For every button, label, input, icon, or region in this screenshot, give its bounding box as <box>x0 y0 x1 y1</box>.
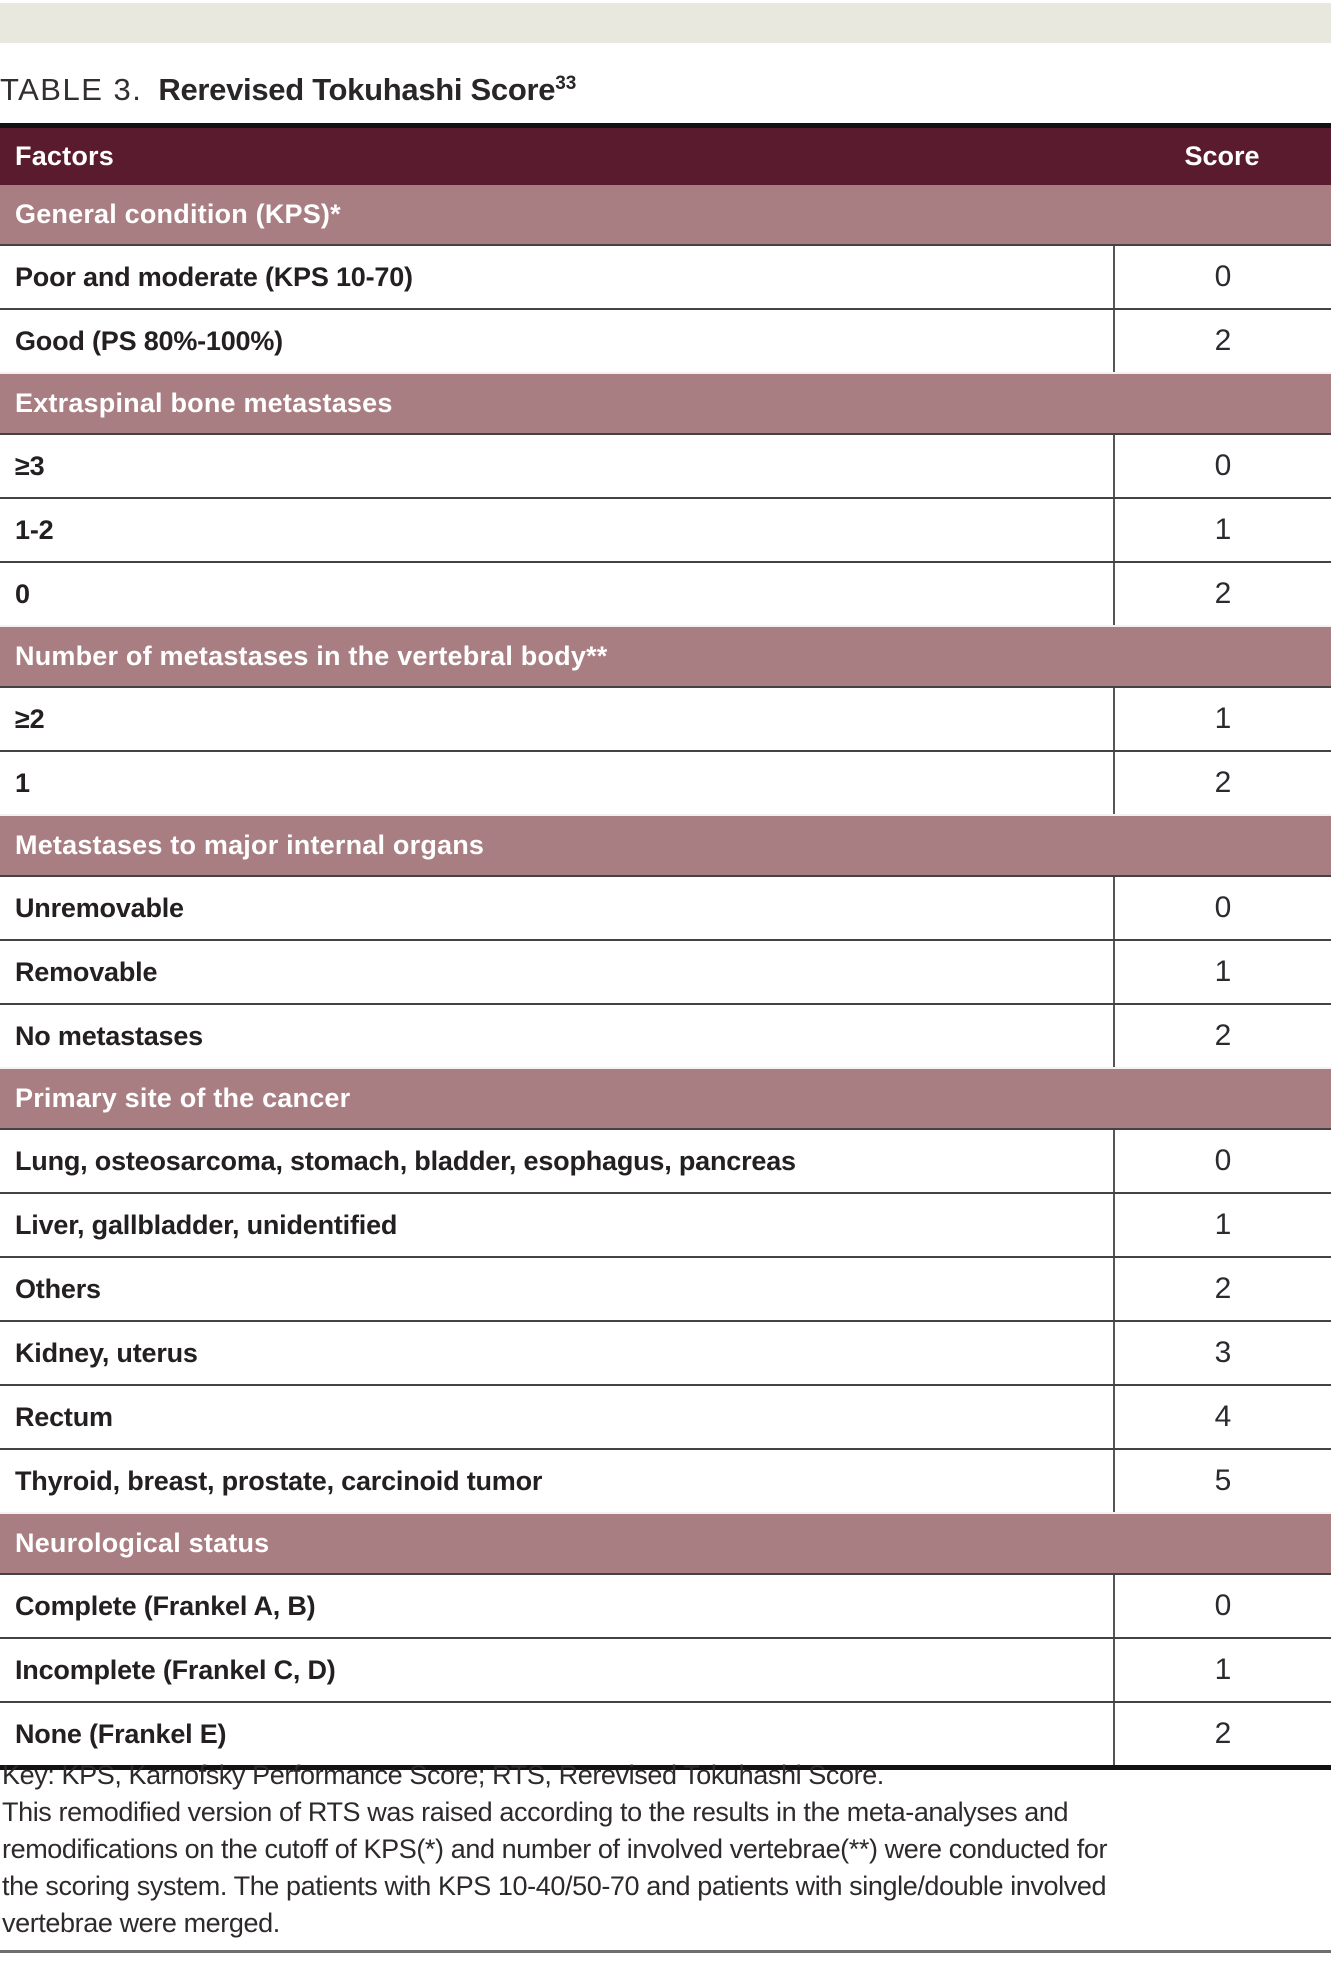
score-value: 5 <box>1113 1450 1331 1512</box>
bottom-rule <box>0 1950 1331 1953</box>
factor-label: Complete (Frankel A, B) <box>15 1590 316 1621</box>
score-value: 0 <box>1113 246 1331 308</box>
table-row <box>0 433 1331 497</box>
factor-label: Thyroid, breast, prostate, carcinoid tumor <box>15 1465 543 1496</box>
table-row <box>0 875 1331 939</box>
factor-label: Others <box>15 1273 101 1304</box>
section-label: Extraspinal bone metastases <box>15 388 393 418</box>
page-top-strip <box>0 3 1331 43</box>
factor-label: 1-2 <box>15 514 54 545</box>
section-label: Metastases to major internal organs <box>15 830 485 860</box>
score-value: 1 <box>1113 688 1331 750</box>
table-row <box>0 497 1331 561</box>
table-row <box>0 1701 1331 1765</box>
score-value: 0 <box>1113 1575 1331 1637</box>
footnote-line: the scoring system. The patients with KPS 10-40/50-70 and patients with single/double involved <box>2 1871 1107 1901</box>
table-row <box>0 939 1331 1003</box>
footnote-line: Key: KPS, Karnofsky Performance Score; RTS, Rerevised Tokuhashi Score. <box>2 1760 884 1790</box>
factor-label: No metastases <box>15 1020 203 1051</box>
section-header-row <box>0 1067 1331 1128</box>
score-value: 1 <box>1113 1194 1331 1256</box>
section-label: Neurological status <box>15 1528 270 1558</box>
footnote-line: vertebrae were merged. <box>2 1908 280 1938</box>
factor-label: ≥2 <box>15 703 45 734</box>
score-value: 0 <box>1113 1130 1331 1192</box>
table-body <box>0 185 1331 1765</box>
factor-label: None (Frankel E) <box>15 1718 227 1749</box>
factor-label: Kidney, uterus <box>15 1337 198 1368</box>
column-header-factors: Factors <box>15 141 114 171</box>
factor-label: Poor and moderate (KPS 10-70) <box>15 261 413 292</box>
table-row <box>0 1320 1331 1384</box>
footnote-line: remodifications on the cutoff of KPS(*) and number of involved vertebrae(**) were conducted for <box>2 1834 1108 1864</box>
factor-label: ≥3 <box>15 450 45 481</box>
factor-label: Lung, osteosarcoma, stomach, bladder, esophagus, pancreas <box>15 1145 796 1176</box>
section-label: General condition (KPS)* <box>15 199 341 229</box>
score-value: 2 <box>1113 1258 1331 1320</box>
footnote-line: This remodified version of RTS was raised according to the results in the meta-analyses and <box>2 1797 1069 1827</box>
factor-label: Rectum <box>15 1401 113 1432</box>
section-header-row <box>0 625 1331 686</box>
page-title <box>0 72 576 108</box>
table-row <box>0 750 1331 814</box>
factor-label: Good (PS 80%-100%) <box>15 325 283 356</box>
table-row <box>0 1003 1331 1067</box>
table-row <box>0 244 1331 308</box>
table-row <box>0 1384 1331 1448</box>
table-row <box>0 308 1331 372</box>
score-value: 2 <box>1113 752 1331 814</box>
factor-label: Unremovable <box>15 892 184 923</box>
section-header-row <box>0 185 1331 244</box>
table-title-citation: 33 <box>555 73 577 94</box>
factor-label: Liver, gallbladder, unidentified <box>15 1209 398 1240</box>
score-value: 1 <box>1113 1639 1331 1701</box>
table-row <box>0 1448 1331 1512</box>
factor-label: Removable <box>15 956 158 987</box>
table-row <box>0 686 1331 750</box>
score-value: 2 <box>1113 1703 1331 1765</box>
table-row <box>0 1637 1331 1701</box>
score-value: 1 <box>1113 941 1331 1003</box>
table-row <box>0 561 1331 625</box>
table-footnote <box>2 1757 1331 1942</box>
table-number-label: TABLE 3. <box>0 72 143 107</box>
factor-label: 0 <box>15 578 30 609</box>
table-title-text: Rerevised Tokuhashi Score <box>158 72 556 107</box>
score-value: 3 <box>1113 1322 1331 1384</box>
section-header-row <box>0 814 1331 875</box>
table-row <box>0 1192 1331 1256</box>
section-label: Primary site of the cancer <box>15 1083 351 1113</box>
tokuhashi-score-table <box>0 123 1331 1770</box>
score-value: 2 <box>1113 310 1331 372</box>
score-value: 0 <box>1113 435 1331 497</box>
score-value: 1 <box>1113 499 1331 561</box>
score-value: 0 <box>1113 877 1331 939</box>
table-header-row <box>0 128 1331 185</box>
factor-label: Incomplete (Frankel C, D) <box>15 1654 336 1685</box>
table-row <box>0 1573 1331 1637</box>
table-row <box>0 1128 1331 1192</box>
score-value: 2 <box>1113 1005 1331 1067</box>
section-header-row <box>0 372 1331 433</box>
section-label: Number of metastases in the vertebral body** <box>15 641 608 671</box>
factor-label: 1 <box>15 767 30 798</box>
score-value: 2 <box>1113 563 1331 625</box>
section-header-row <box>0 1512 1331 1573</box>
score-value: 4 <box>1113 1386 1331 1448</box>
column-header-score: Score <box>1184 141 1260 171</box>
table-row <box>0 1256 1331 1320</box>
